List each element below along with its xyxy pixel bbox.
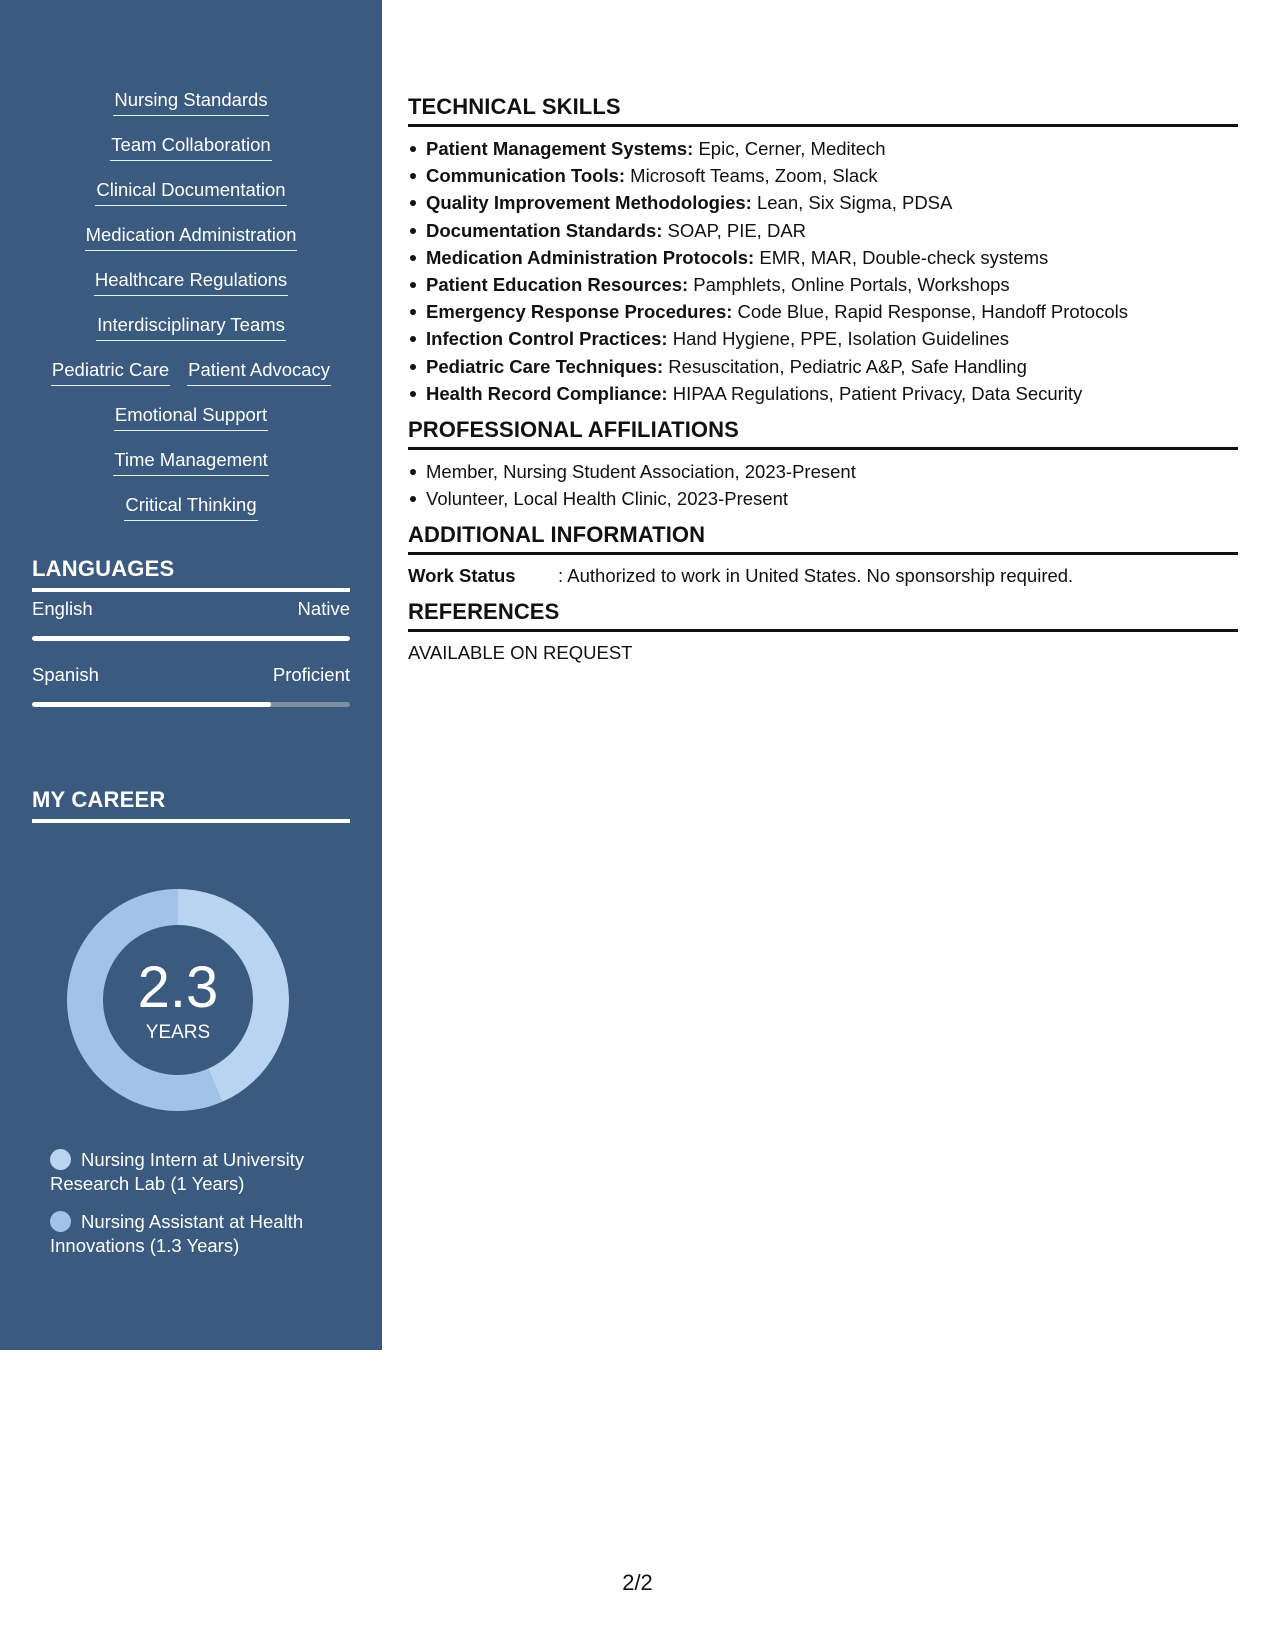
skill-tag: Interdisciplinary Teams [96, 311, 286, 341]
skill-row [32, 86, 350, 131]
technical-skills-list [408, 135, 1238, 407]
career-legend-item [50, 1210, 350, 1258]
skill-row [32, 401, 350, 446]
legend-dot-icon [50, 1149, 71, 1170]
technical-skill-item [408, 325, 1238, 352]
skill-values: SOAP, PIE, DAR [662, 219, 807, 241]
career-legend-label: Nursing Assistant at Health Innovations (1.3 Years) [50, 1211, 304, 1256]
list-item: Volunteer, Local Health Clinic, 2023-Present [408, 485, 1238, 512]
skill-tag: Pediatric Care [51, 356, 170, 386]
sidebar [0, 0, 382, 1350]
career-legend-label: Nursing Intern at University Research Lab (1 Years) [50, 1149, 305, 1194]
skill-category: Documentation Standards: [426, 219, 663, 241]
skill-category: Communication Tools: [426, 165, 626, 187]
affiliations-list [408, 458, 1238, 512]
skill-values: Resuscitation, Pediatric A&P, Safe Handling [663, 355, 1027, 377]
languages-heading: LANGUAGES [32, 556, 350, 592]
language-proficiency-fill [32, 636, 350, 641]
language-name: English [32, 598, 93, 619]
skill-values: Code Blue, Rapid Response, Handoff Protocols [732, 301, 1128, 323]
skill-row [32, 311, 350, 356]
skill-row [32, 266, 350, 311]
skill-category: Quality Improvement Methodologies: [426, 192, 752, 214]
technical-skill-item [408, 271, 1238, 298]
career-legend [50, 1148, 350, 1272]
career-total-unit: YEARS [145, 1022, 211, 1043]
language-name: Spanish [32, 664, 99, 685]
work-status-value: : Authorized to work in United States. No sponsorship required. [558, 565, 1074, 587]
career-legend-item [50, 1148, 350, 1196]
skill-category: Patient Management Systems: [426, 138, 694, 159]
skill-values: EMR, MAR, Double-check systems [754, 246, 1049, 268]
skill-tag: Critical Thinking [124, 491, 257, 521]
skill-category: Pediatric Care Techniques: [426, 355, 664, 377]
main-content [408, 94, 1238, 676]
language-proficiency-bar [32, 702, 350, 707]
skill-category: Emergency Response Procedures: [426, 301, 733, 323]
skill-values: Microsoft Teams, Zoom, Slack [625, 165, 878, 187]
skill-row [32, 446, 350, 491]
technical-skill-item [408, 244, 1238, 271]
skill-tag: Nursing Standards [113, 86, 268, 116]
section-title: PROFESSIONAL AFFILIATIONS [408, 417, 1238, 450]
skill-values: Pamphlets, Online Portals, Workshops [688, 274, 1010, 296]
technical-skill-item [408, 353, 1238, 380]
skills-tag-list [32, 86, 350, 536]
technical-skill-item [408, 135, 1238, 162]
references-section [408, 599, 1238, 666]
language-level: Proficient [272, 664, 350, 685]
section-title: REFERENCES [408, 599, 1238, 632]
section-title: TECHNICAL SKILLS [408, 94, 1238, 127]
skill-values: Epic, Cerner, Meditech [693, 138, 886, 159]
skill-row [32, 491, 350, 536]
technical-skill-item [408, 162, 1238, 189]
skill-tag: Clinical Documentation [95, 176, 286, 206]
skill-row [32, 221, 350, 266]
legend-dot-icon [50, 1211, 71, 1232]
skill-values: Hand Hygiene, PPE, Isolation Guidelines [667, 328, 1009, 350]
skill-category: Infection Control Practices: [426, 328, 668, 350]
language-proficiency-bar [32, 636, 350, 641]
skill-category: Health Record Compliance: [426, 382, 668, 404]
skill-tag: Team Collaboration [110, 131, 271, 161]
technical-skill-item [408, 217, 1238, 244]
language-proficiency-fill [32, 702, 271, 707]
references-text: AVAILABLE ON REQUEST [408, 642, 633, 664]
skill-tag: Healthcare Regulations [94, 266, 288, 296]
page-number: 2/2 [622, 1570, 653, 1595]
additional-info-section [408, 522, 1238, 589]
skill-category: Patient Education Resources: [426, 274, 689, 296]
section-title: ADDITIONAL INFORMATION [408, 522, 1238, 555]
language-english [32, 598, 350, 641]
skill-tag: Medication Administration [85, 221, 298, 251]
skill-row [32, 356, 350, 401]
skill-row [32, 176, 350, 221]
skill-tag: Patient Advocacy [187, 356, 331, 386]
language-spanish [32, 664, 350, 707]
work-status-label: Work Status [408, 565, 516, 587]
skill-row [32, 131, 350, 176]
skill-category: Medication Administration Protocols: [426, 246, 755, 268]
affiliations-section [408, 417, 1238, 512]
technical-skill-item [408, 298, 1238, 325]
skill-values: HIPAA Regulations, Patient Privacy, Data Security [667, 382, 1083, 404]
skill-values: Lean, Six Sigma, PDSA [751, 192, 953, 214]
technical-skill-item [408, 380, 1238, 407]
skill-tag: Emotional Support [114, 401, 268, 431]
technical-skill-item [408, 189, 1238, 216]
technical-skills-section [408, 94, 1238, 407]
skill-tag: Time Management [113, 446, 269, 476]
list-item: Member, Nursing Student Association, 2023-Present [408, 458, 1238, 485]
career-total-value: 2.3 [137, 955, 219, 1020]
career-heading: MY CAREER [32, 787, 350, 823]
language-level: Native [297, 598, 350, 619]
work-status-row [408, 563, 1238, 589]
